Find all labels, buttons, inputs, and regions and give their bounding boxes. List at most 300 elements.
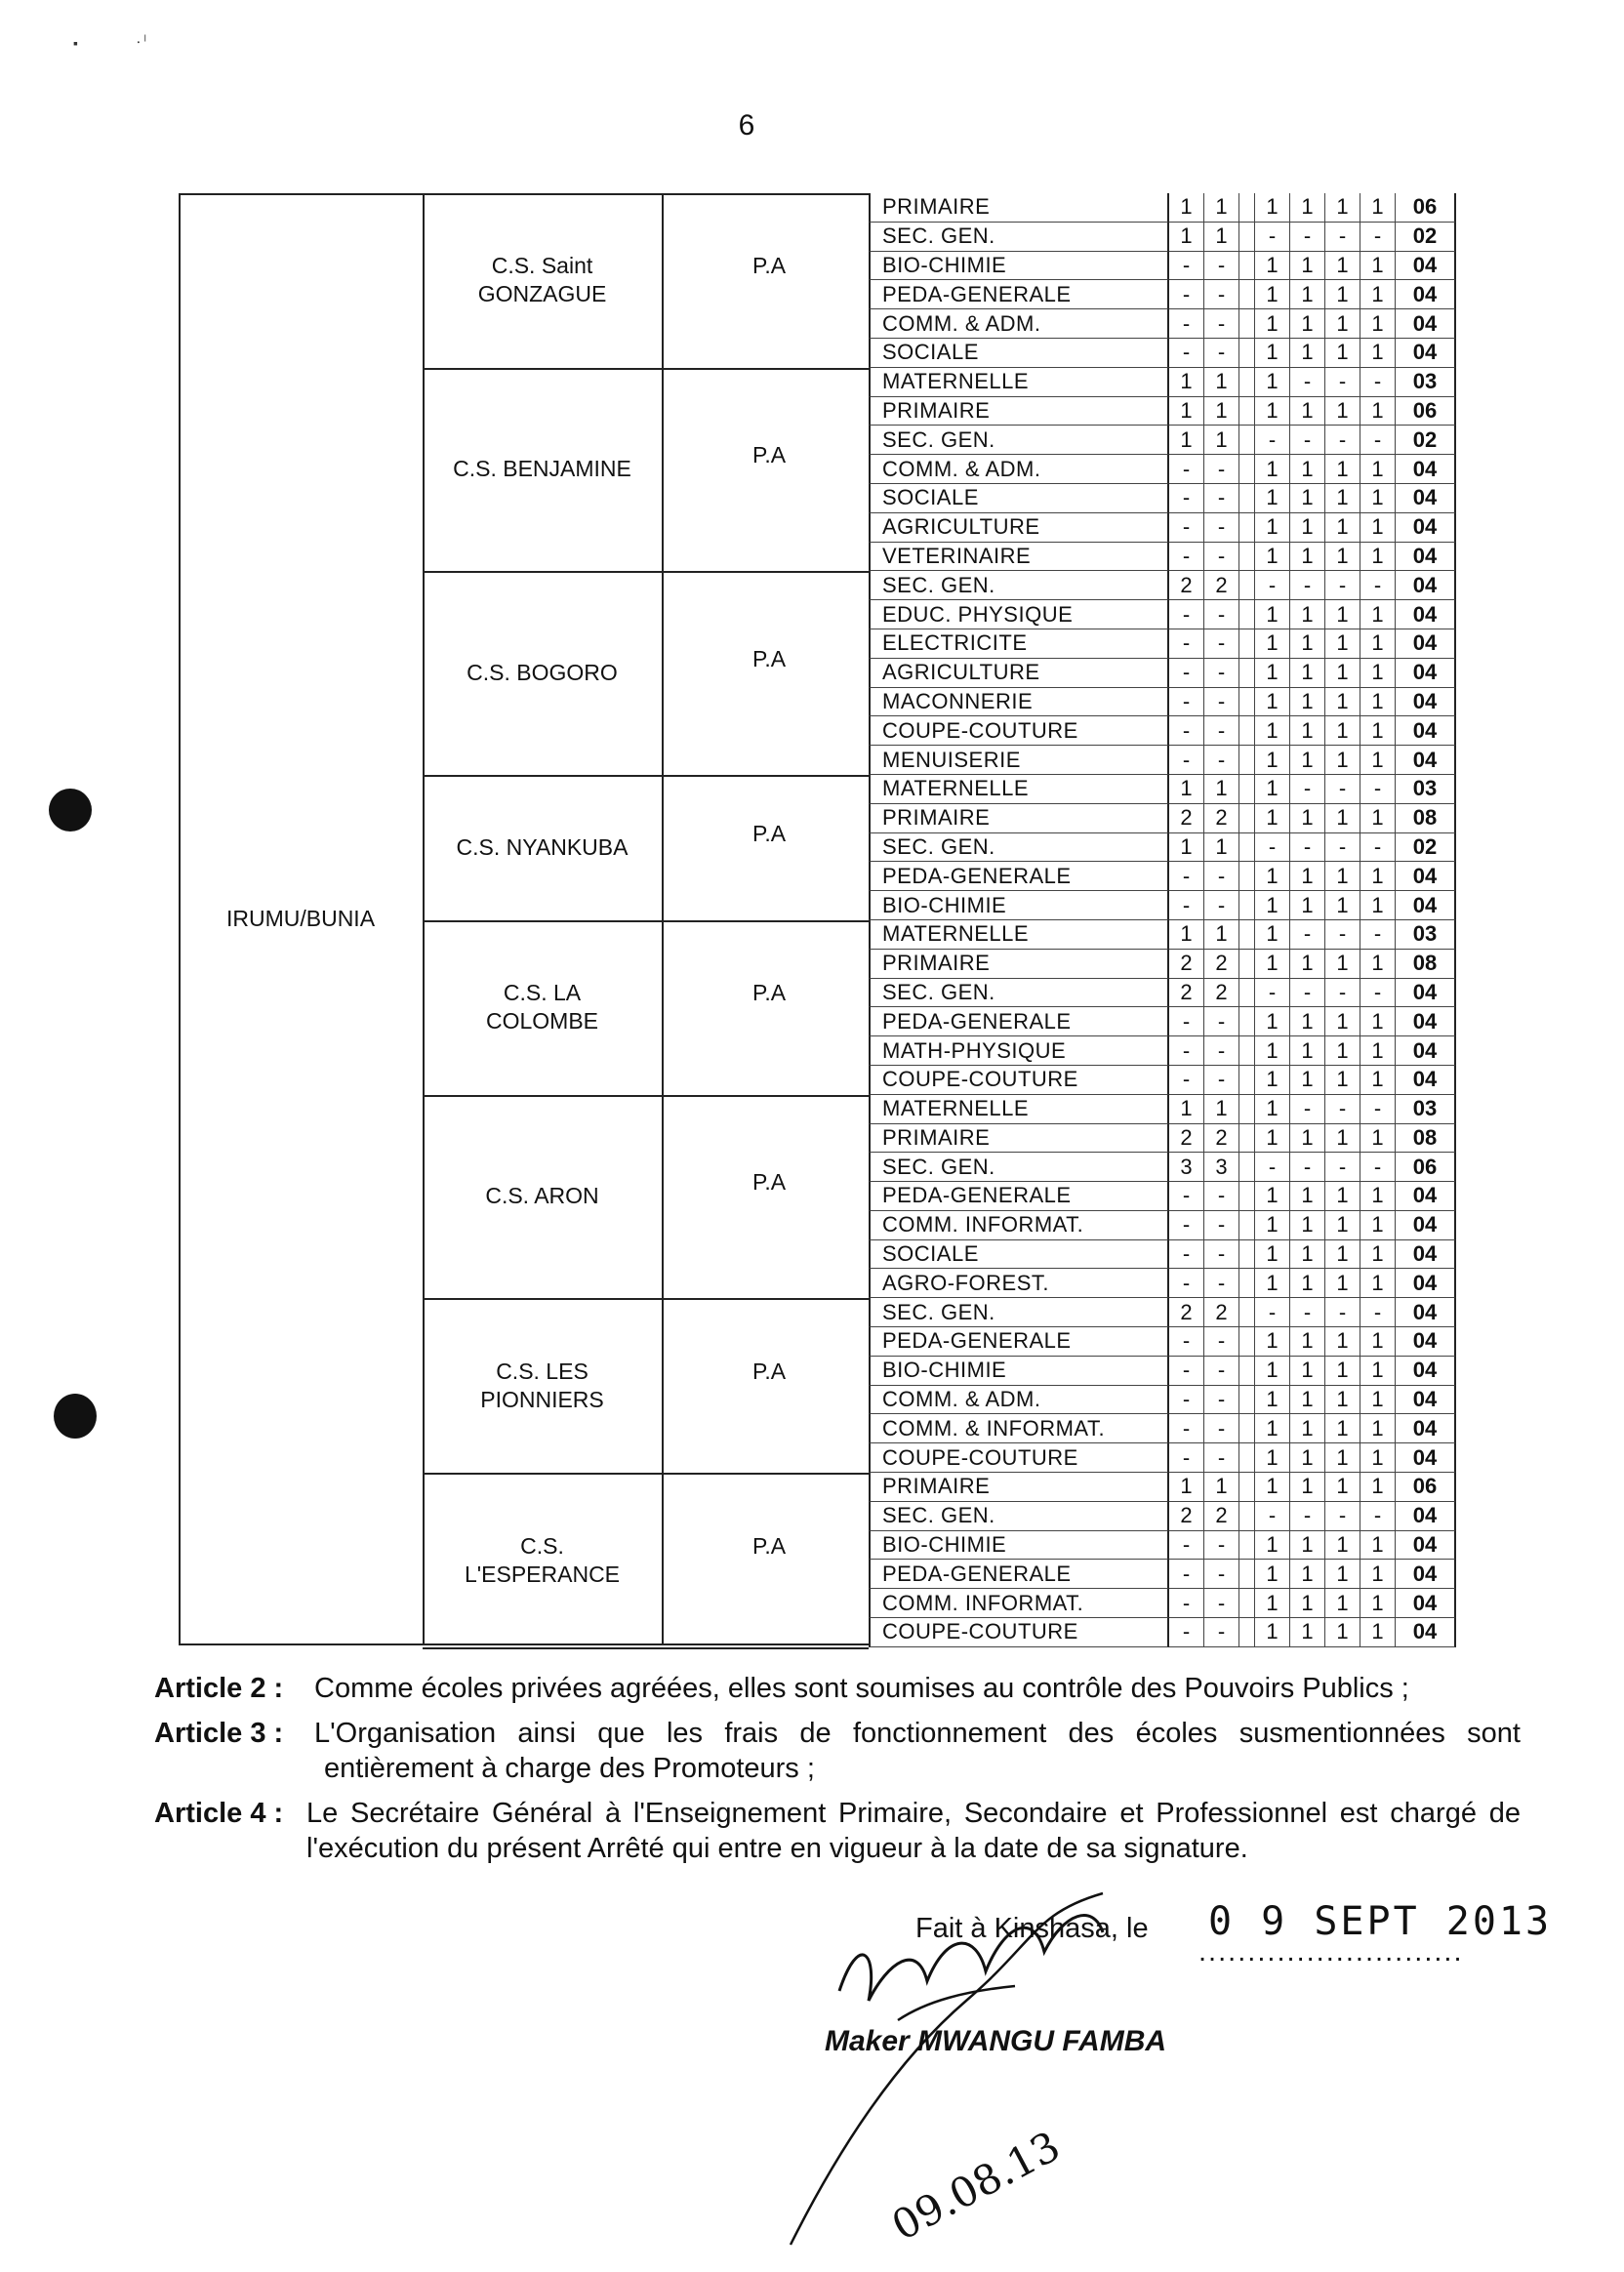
class-count-cell: 1 xyxy=(1255,252,1290,281)
class-count-cell: 1 xyxy=(1169,1473,1204,1502)
class-count-cell: - xyxy=(1290,833,1325,863)
school-separator xyxy=(423,1095,869,1097)
table-row xyxy=(869,775,1488,804)
class-count-cell: 1 xyxy=(1169,833,1204,863)
table-row xyxy=(869,1327,1488,1357)
table-row xyxy=(869,1007,1488,1036)
class-count-cell: - xyxy=(1204,1269,1239,1298)
class-count-cell: 1 xyxy=(1290,804,1325,833)
school-name-line: C.S. ARON xyxy=(485,1183,599,1209)
cell-gap xyxy=(1239,1269,1255,1298)
class-count-cell: 1 xyxy=(1255,1240,1290,1270)
class-count-cell: 2 xyxy=(1169,1502,1204,1531)
class-count-cell: 1 xyxy=(1255,1269,1290,1298)
option-name: MENUISERIE xyxy=(869,746,1169,775)
class-count-cell: 1 xyxy=(1325,716,1360,746)
option-name: MATERNELLE xyxy=(869,1095,1169,1124)
class-count-cell: 1 xyxy=(1255,339,1290,368)
class-count-cell: 1 xyxy=(1360,1240,1396,1270)
class-count-cell: 1 xyxy=(1255,484,1290,513)
class-count-cell: - xyxy=(1204,659,1239,688)
class-count-cell: 1 xyxy=(1290,280,1325,309)
class-count-cell: 1 xyxy=(1255,775,1290,804)
total-cell: 08 xyxy=(1396,1124,1456,1154)
option-name: SEC. GEN. xyxy=(869,1153,1169,1182)
class-count-cell: 1 xyxy=(1325,688,1360,717)
class-count-cell: 1 xyxy=(1169,368,1204,397)
cell-gap xyxy=(1239,775,1255,804)
school-separator xyxy=(423,775,869,777)
class-count-cell: 1 xyxy=(1360,484,1396,513)
article-text: Le Secrétaire Général à l'Enseignement Primaire, Secondaire et Professionnel est chargé de l'exécution du présent Arrêté qui entre en vigueur à la date de sa signature. xyxy=(306,1798,1521,1864)
class-count-cell: - xyxy=(1360,223,1396,252)
table-row xyxy=(869,1589,1488,1618)
option-name: SEC. GEN. xyxy=(869,223,1169,252)
article-text: L'Organisation ainsi que les frais de fonctionnement des écoles susmentionnées sont entièrement à charge des Promoteurs ; xyxy=(314,1718,1521,1784)
class-count-cell: 1 xyxy=(1204,1473,1239,1502)
class-count-cell: - xyxy=(1169,1269,1204,1298)
table-row xyxy=(869,600,1488,629)
option-name: PEDA-GENERALE xyxy=(869,862,1169,891)
table-row xyxy=(869,484,1488,513)
handwritten-signature xyxy=(781,1874,1191,2264)
class-count-cell: - xyxy=(1169,891,1204,920)
total-cell: 04 xyxy=(1396,979,1456,1008)
option-name: SEC. GEN. xyxy=(869,833,1169,863)
option-name: MATERNELLE xyxy=(869,775,1169,804)
option-name: PEDA-GENERALE xyxy=(869,1327,1169,1357)
class-count-cell: 1 xyxy=(1255,368,1290,397)
school-name xyxy=(423,1358,662,1414)
class-count-cell: 1 xyxy=(1325,746,1360,775)
class-count-cell: - xyxy=(1204,1589,1239,1618)
total-cell: 02 xyxy=(1396,833,1456,863)
class-count-cell: 1 xyxy=(1255,920,1290,950)
class-count-cell: - xyxy=(1360,426,1396,455)
class-count-cell: 1 xyxy=(1290,1327,1325,1357)
class-count-cell: 1 xyxy=(1255,862,1290,891)
class-count-cell: 1 xyxy=(1360,1124,1396,1154)
option-name: PRIMAIRE xyxy=(869,193,1169,223)
class-count-cell: 1 xyxy=(1325,950,1360,979)
date-dots: ........................... xyxy=(1198,1936,1464,1968)
total-cell: 04 xyxy=(1396,309,1456,339)
cell-gap xyxy=(1239,1153,1255,1182)
option-name: SEC. GEN. xyxy=(869,1298,1169,1327)
table-row xyxy=(869,804,1488,833)
class-count-cell: 1 xyxy=(1360,891,1396,920)
table-row xyxy=(869,397,1488,426)
table-row xyxy=(869,368,1488,397)
total-cell: 03 xyxy=(1396,920,1456,950)
total-cell: 06 xyxy=(1396,1473,1456,1502)
class-count-cell: - xyxy=(1204,1182,1239,1211)
total-cell: 04 xyxy=(1396,862,1456,891)
total-cell: 04 xyxy=(1396,1502,1456,1531)
class-count-cell: - xyxy=(1169,1007,1204,1036)
option-name: MACONNERIE xyxy=(869,688,1169,717)
total-cell: 04 xyxy=(1396,1443,1456,1473)
table-row xyxy=(869,309,1488,339)
option-name: SEC. GEN. xyxy=(869,426,1169,455)
article-label: Article 3 : xyxy=(154,1718,284,1749)
place-line: Fait à Kinshasa, le xyxy=(915,1913,1149,1944)
class-count-cell: 2 xyxy=(1169,950,1204,979)
cell-gap xyxy=(1239,1443,1255,1473)
table-row xyxy=(869,716,1488,746)
option-name: BIO-CHIMIE xyxy=(869,891,1169,920)
class-count-cell: 1 xyxy=(1360,1211,1396,1240)
option-name: SOCIALE xyxy=(869,339,1169,368)
table-row xyxy=(869,920,1488,950)
cell-gap xyxy=(1239,1211,1255,1240)
class-count-cell: 1 xyxy=(1255,1036,1290,1066)
cell-gap xyxy=(1239,455,1255,484)
class-count-cell: - xyxy=(1255,1153,1290,1182)
class-count-cell: 1 xyxy=(1360,309,1396,339)
cell-gap xyxy=(1239,688,1255,717)
option-name: MATH-PHYSIQUE xyxy=(869,1036,1169,1066)
option-name: SOCIALE xyxy=(869,484,1169,513)
school-name xyxy=(423,833,662,862)
school-name xyxy=(423,455,662,483)
total-cell: 03 xyxy=(1396,1095,1456,1124)
articles xyxy=(154,1671,1521,1876)
class-count-cell: 1 xyxy=(1290,1036,1325,1066)
class-count-cell: 1 xyxy=(1360,1357,1396,1386)
class-count-cell: 1 xyxy=(1255,193,1290,223)
option-name: SEC. GEN. xyxy=(869,979,1169,1008)
class-count-cell: 1 xyxy=(1255,1095,1290,1124)
class-count-cell: 1 xyxy=(1360,1414,1396,1443)
class-count-cell: - xyxy=(1360,775,1396,804)
class-count-cell: 1 xyxy=(1169,1095,1204,1124)
class-count-cell: 1 xyxy=(1360,1182,1396,1211)
total-cell: 04 xyxy=(1396,455,1456,484)
class-count-cell: - xyxy=(1325,833,1360,863)
class-count-cell: 1 xyxy=(1325,1560,1360,1589)
class-count-cell: 1 xyxy=(1360,339,1396,368)
table-row xyxy=(869,891,1488,920)
class-count-cell: 1 xyxy=(1290,484,1325,513)
class-count-cell: 1 xyxy=(1290,1182,1325,1211)
school-separator xyxy=(423,571,869,573)
class-count-cell: - xyxy=(1325,223,1360,252)
total-cell: 08 xyxy=(1396,950,1456,979)
class-count-cell: - xyxy=(1169,339,1204,368)
class-count-cell: 2 xyxy=(1204,571,1239,600)
class-count-cell: 1 xyxy=(1255,891,1290,920)
class-count-cell: 1 xyxy=(1255,1124,1290,1154)
class-count-cell: - xyxy=(1169,1618,1204,1647)
class-count-cell: - xyxy=(1169,484,1204,513)
class-count-cell: 1 xyxy=(1255,1589,1290,1618)
class-count-cell: 2 xyxy=(1169,571,1204,600)
cell-gap xyxy=(1239,571,1255,600)
class-count-cell: 1 xyxy=(1290,629,1325,659)
class-count-cell: 1 xyxy=(1290,659,1325,688)
class-count-cell: 1 xyxy=(1204,833,1239,863)
cell-gap xyxy=(1239,1240,1255,1270)
school-status: P.A xyxy=(751,1169,787,1196)
cell-gap xyxy=(1239,629,1255,659)
class-count-cell: 1 xyxy=(1360,543,1396,572)
option-name: COUPE-COUTURE xyxy=(869,1443,1169,1473)
option-name: COMM. & ADM. xyxy=(869,309,1169,339)
class-count-cell: 1 xyxy=(1325,629,1360,659)
class-count-cell: 1 xyxy=(1360,659,1396,688)
option-name: COMM. & ADM. xyxy=(869,455,1169,484)
class-count-cell: 1 xyxy=(1255,1357,1290,1386)
class-count-cell: 1 xyxy=(1204,397,1239,426)
class-count-cell: - xyxy=(1255,426,1290,455)
class-count-cell: - xyxy=(1169,746,1204,775)
class-count-cell: 2 xyxy=(1204,804,1239,833)
class-count-cell: - xyxy=(1204,1066,1239,1095)
class-count-cell: - xyxy=(1360,920,1396,950)
option-name: PRIMAIRE xyxy=(869,950,1169,979)
class-count-cell: 2 xyxy=(1204,1124,1239,1154)
article-text: Comme écoles privées agréées, elles sont soumises au contrôle des Pouvoirs Publics ; xyxy=(314,1673,1409,1704)
class-count-cell: 1 xyxy=(1290,1618,1325,1647)
class-count-cell: 1 xyxy=(1325,309,1360,339)
class-count-cell: 1 xyxy=(1290,1066,1325,1095)
class-count-cell: - xyxy=(1255,979,1290,1008)
school-name-line: PIONNIERS xyxy=(480,1386,604,1412)
class-count-cell: - xyxy=(1360,1095,1396,1124)
class-count-cell: 1 xyxy=(1204,1095,1239,1124)
school-name-line: C.S. LES xyxy=(496,1358,589,1384)
table-row xyxy=(869,950,1488,979)
class-count-cell: - xyxy=(1255,1298,1290,1327)
total-cell: 04 xyxy=(1396,1357,1456,1386)
class-count-cell: 2 xyxy=(1204,979,1239,1008)
school-name xyxy=(423,1532,662,1589)
option-name: COUPE-COUTURE xyxy=(869,716,1169,746)
class-count-cell: 1 xyxy=(1360,1473,1396,1502)
class-count-cell: - xyxy=(1169,1414,1204,1443)
class-count-cell: 1 xyxy=(1360,455,1396,484)
option-name: VETERINAIRE xyxy=(869,543,1169,572)
class-count-cell: 1 xyxy=(1290,1414,1325,1443)
total-cell: 04 xyxy=(1396,1007,1456,1036)
table-row xyxy=(869,223,1488,252)
option-name: PEDA-GENERALE xyxy=(869,1007,1169,1036)
total-cell: 04 xyxy=(1396,716,1456,746)
cell-gap xyxy=(1239,979,1255,1008)
cell-gap xyxy=(1239,280,1255,309)
class-count-cell: - xyxy=(1204,1618,1239,1647)
class-count-cell: 1 xyxy=(1290,397,1325,426)
class-count-cell: 1 xyxy=(1360,950,1396,979)
cell-gap xyxy=(1239,397,1255,426)
class-count-cell: 1 xyxy=(1360,600,1396,629)
cell-gap xyxy=(1239,1007,1255,1036)
class-count-cell: 1 xyxy=(1360,193,1396,223)
class-count-cell: 1 xyxy=(1325,600,1360,629)
table-row xyxy=(869,1618,1488,1647)
options-table xyxy=(869,193,1488,1647)
class-count-cell: 1 xyxy=(1255,950,1290,979)
table-row xyxy=(869,1298,1488,1327)
table-row xyxy=(869,455,1488,484)
class-count-cell: - xyxy=(1204,543,1239,572)
table-row xyxy=(869,1066,1488,1095)
class-count-cell: 1 xyxy=(1290,1386,1325,1415)
school-status: P.A xyxy=(751,980,787,1006)
class-count-cell: - xyxy=(1325,1095,1360,1124)
class-count-cell: 1 xyxy=(1255,543,1290,572)
class-count-cell: - xyxy=(1169,629,1204,659)
cell-gap xyxy=(1239,716,1255,746)
option-name: MATERNELLE xyxy=(869,920,1169,950)
total-cell: 02 xyxy=(1396,426,1456,455)
class-count-cell: 1 xyxy=(1325,1357,1360,1386)
class-count-cell: 1 xyxy=(1255,1560,1290,1589)
class-count-cell: 1 xyxy=(1290,455,1325,484)
class-count-cell: 1 xyxy=(1360,1560,1396,1589)
class-count-cell: - xyxy=(1169,1240,1204,1270)
class-count-cell: 1 xyxy=(1169,223,1204,252)
total-cell: 04 xyxy=(1396,1211,1456,1240)
class-count-cell: - xyxy=(1169,1327,1204,1357)
class-count-cell: 1 xyxy=(1360,716,1396,746)
option-name: ELECTRICITE xyxy=(869,629,1169,659)
class-count-cell: - xyxy=(1204,746,1239,775)
class-count-cell: 1 xyxy=(1255,280,1290,309)
table-row xyxy=(869,629,1488,659)
total-cell: 06 xyxy=(1396,397,1456,426)
class-count-cell: 1 xyxy=(1325,1036,1360,1066)
cell-gap xyxy=(1239,950,1255,979)
class-count-cell: - xyxy=(1169,862,1204,891)
class-count-cell: - xyxy=(1325,368,1360,397)
class-count-cell: 1 xyxy=(1325,484,1360,513)
total-cell: 04 xyxy=(1396,1036,1456,1066)
cell-gap xyxy=(1239,891,1255,920)
cell-gap xyxy=(1239,1298,1255,1327)
stamped-date: 0 9 SEPT 2013 xyxy=(1208,1899,1553,1944)
class-count-cell: 1 xyxy=(1360,280,1396,309)
class-count-cell: 1 xyxy=(1290,1124,1325,1154)
article-3 xyxy=(154,1716,1521,1786)
class-count-cell: 1 xyxy=(1360,1618,1396,1647)
class-count-cell: 1 xyxy=(1325,1124,1360,1154)
class-count-cell: 1 xyxy=(1255,1618,1290,1647)
class-count-cell: - xyxy=(1169,1386,1204,1415)
class-count-cell: - xyxy=(1255,571,1290,600)
school-status: P.A xyxy=(751,1358,787,1384)
class-count-cell: 1 xyxy=(1325,1443,1360,1473)
class-count-cell: - xyxy=(1290,426,1325,455)
class-count-cell: - xyxy=(1204,1443,1239,1473)
school-name-line: C.S. xyxy=(520,1532,564,1559)
class-count-cell: 1 xyxy=(1290,339,1325,368)
table-row xyxy=(869,1386,1488,1415)
class-count-cell: - xyxy=(1290,1298,1325,1327)
cell-gap xyxy=(1239,1618,1255,1647)
class-count-cell: 1 xyxy=(1325,339,1360,368)
scan-speck: ⸳ ˡ xyxy=(137,32,146,48)
class-count-cell: 1 xyxy=(1325,1386,1360,1415)
class-count-cell: 2 xyxy=(1204,1502,1239,1531)
class-count-cell: - xyxy=(1290,1502,1325,1531)
class-count-cell: 2 xyxy=(1169,804,1204,833)
class-count-cell: - xyxy=(1255,223,1290,252)
total-cell: 04 xyxy=(1396,629,1456,659)
class-count-cell: 1 xyxy=(1255,1473,1290,1502)
table-row xyxy=(869,1036,1488,1066)
table-row xyxy=(869,426,1488,455)
total-cell: 04 xyxy=(1396,1327,1456,1357)
option-name: PRIMAIRE xyxy=(869,804,1169,833)
class-count-cell: 1 xyxy=(1255,1414,1290,1443)
class-count-cell: 1 xyxy=(1325,1589,1360,1618)
class-count-cell: - xyxy=(1204,513,1239,543)
total-cell: 04 xyxy=(1396,1182,1456,1211)
class-count-cell: 1 xyxy=(1325,252,1360,281)
total-cell: 04 xyxy=(1396,339,1456,368)
class-count-cell: - xyxy=(1169,659,1204,688)
class-count-cell: - xyxy=(1169,543,1204,572)
total-cell: 04 xyxy=(1396,1066,1456,1095)
total-cell: 04 xyxy=(1396,280,1456,309)
class-count-cell: - xyxy=(1204,309,1239,339)
table-row xyxy=(869,280,1488,309)
table-row xyxy=(869,659,1488,688)
class-count-cell: - xyxy=(1325,1298,1360,1327)
option-name: PEDA-GENERALE xyxy=(869,1560,1169,1589)
class-count-cell: 1 xyxy=(1255,1066,1290,1095)
class-count-cell: - xyxy=(1360,1502,1396,1531)
class-count-cell: 2 xyxy=(1169,979,1204,1008)
table-row xyxy=(869,979,1488,1008)
class-count-cell: - xyxy=(1290,979,1325,1008)
table-row xyxy=(869,339,1488,368)
class-count-cell: 1 xyxy=(1360,513,1396,543)
total-cell: 04 xyxy=(1396,659,1456,688)
total-cell: 04 xyxy=(1396,600,1456,629)
total-cell: 03 xyxy=(1396,368,1456,397)
class-count-cell: - xyxy=(1255,833,1290,863)
class-count-cell: 1 xyxy=(1255,716,1290,746)
class-count-cell: - xyxy=(1204,600,1239,629)
option-name: COMM. & ADM. xyxy=(869,1386,1169,1415)
total-cell: 04 xyxy=(1396,571,1456,600)
handwritten-date: 09.08.13 xyxy=(883,2122,1068,2251)
class-count-cell: 1 xyxy=(1255,688,1290,717)
class-count-cell: 1 xyxy=(1325,891,1360,920)
table-row xyxy=(869,543,1488,572)
cell-gap xyxy=(1239,513,1255,543)
cell-gap xyxy=(1239,1414,1255,1443)
page-number: 6 xyxy=(738,109,755,142)
cell-gap xyxy=(1239,1473,1255,1502)
cell-gap xyxy=(1239,1357,1255,1386)
class-count-cell: 1 xyxy=(1360,804,1396,833)
class-count-cell: 1 xyxy=(1360,1443,1396,1473)
class-count-cell: 1 xyxy=(1325,455,1360,484)
cell-gap xyxy=(1239,252,1255,281)
class-count-cell: 1 xyxy=(1325,193,1360,223)
punch-hole xyxy=(54,1394,97,1439)
class-count-cell: 1 xyxy=(1255,659,1290,688)
option-name: SEC. GEN. xyxy=(869,1502,1169,1531)
class-count-cell: 2 xyxy=(1204,950,1239,979)
option-name: MATERNELLE xyxy=(869,368,1169,397)
total-cell: 04 xyxy=(1396,484,1456,513)
class-count-cell: 3 xyxy=(1204,1153,1239,1182)
